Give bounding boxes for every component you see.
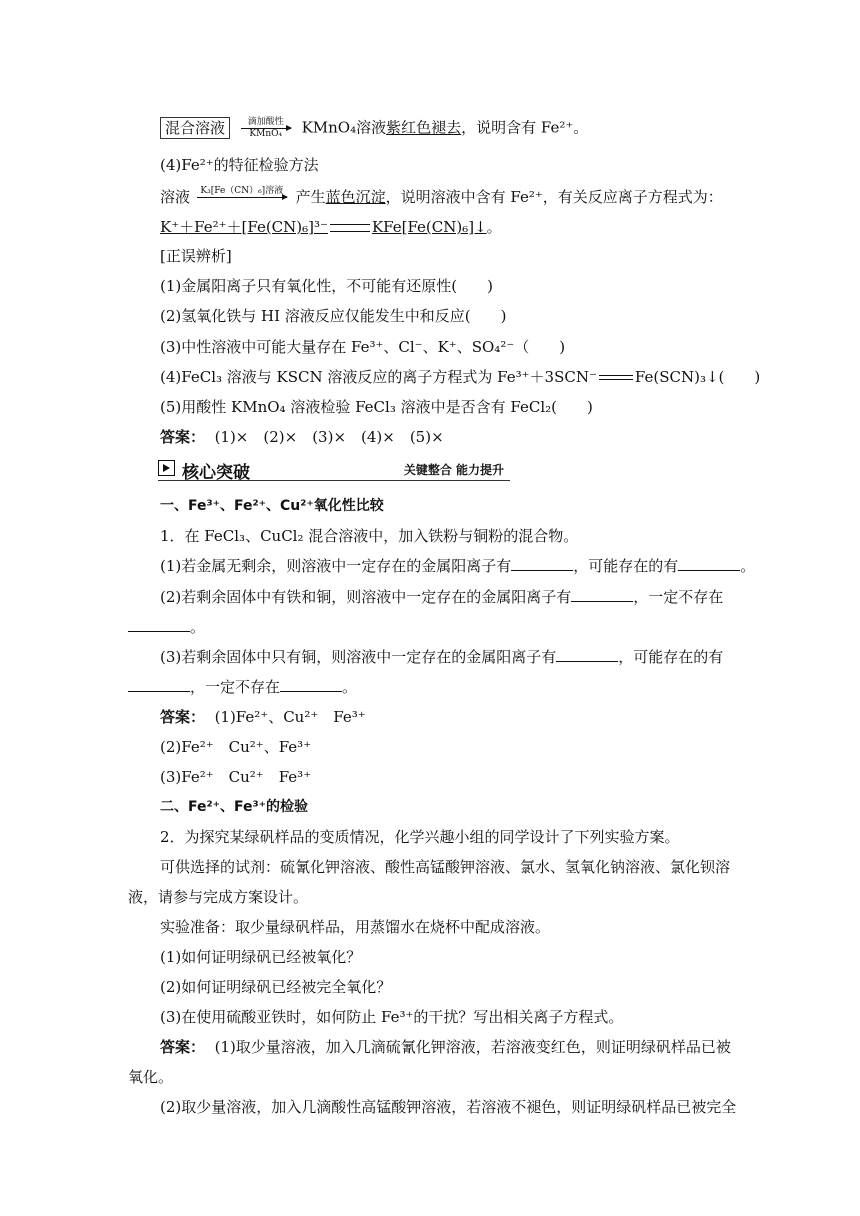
line3-tail: ，说明溶液中含有 Fe²⁺，有关反应离子方程式为： bbox=[385, 188, 723, 206]
arrow-top-label: 滴加酸性 bbox=[247, 117, 284, 127]
reagents-line: 可供选择的试剂：硫氰化钾溶液、酸性高锰酸钾溶液、氯水、氢氧化钠溶液、氯化钡溶 bbox=[160, 858, 731, 876]
judge-item-4-pre: (4)FeCl₃ 溶液与 KSCN 溶液反应的离子方程式为 Fe³⁺＋3SCN⁻ bbox=[160, 368, 597, 386]
question-1: 1．在 FeCl₃、CuCl₂ 混合溶液中，加入铁粉与铜粉的混合物。 bbox=[160, 527, 579, 545]
arrow-top-label: K₃[Fe（CN）₆]溶液 bbox=[200, 186, 284, 196]
question-1-part-2-cont bbox=[128, 617, 205, 637]
play-icon bbox=[158, 460, 175, 476]
question-1-part-1 bbox=[160, 556, 755, 576]
judge-item-4 bbox=[160, 367, 760, 387]
answer-text: (1)Fe²⁺、Cu²⁺ Fe³⁺ bbox=[214, 708, 366, 726]
equation-tail: 。 bbox=[486, 218, 502, 236]
judge-answer bbox=[160, 427, 444, 447]
question-1-part-3-cont bbox=[128, 677, 357, 697]
q1a-text3: 。 bbox=[740, 557, 756, 575]
ferricyanide-arrow bbox=[197, 186, 287, 198]
blank bbox=[678, 556, 740, 571]
mixed-solution-box: 混合溶液 bbox=[160, 117, 230, 139]
q1b-text: (2)若剩余固体中有铁和铜，则溶液中一定存在的金属阳离子有 bbox=[160, 588, 572, 606]
blank bbox=[280, 677, 342, 692]
question-2-part-1: (1)如何证明绿矾已经被氧化？ bbox=[160, 948, 362, 966]
answer-1-part-2: (2)Fe²⁺ Cu²⁺、Fe³⁺ bbox=[160, 738, 312, 756]
line3-underlined: 蓝色沉淀 bbox=[325, 188, 386, 206]
reaction-line-kmno4 bbox=[160, 117, 588, 140]
true-false-heading: [正误辨析] bbox=[160, 247, 232, 265]
reagents-line-cont: 液，请参与完成方案设计。 bbox=[128, 888, 309, 906]
answer-2 bbox=[160, 1037, 731, 1057]
answer-label: 答案： bbox=[160, 1038, 206, 1056]
blank bbox=[571, 587, 633, 602]
line1-underlined: 紫红色褪去 bbox=[386, 118, 462, 137]
q1a-text: (1)若金属无剩余，则溶液中一定存在的金属阳离子有 bbox=[160, 557, 512, 575]
equation-left: K⁺＋Fe²⁺＋[Fe(CN)₆]³⁻ bbox=[160, 218, 328, 236]
experiment-prep: 实验准备：取少量绿矾样品，用蒸馏水在烧杯中配成溶液。 bbox=[160, 918, 551, 936]
q1a-text2: ，可能存在的有 bbox=[573, 557, 679, 575]
line1-text: KMnO₄溶液 bbox=[301, 118, 387, 137]
answer-1 bbox=[160, 707, 366, 727]
answer-label: 答案： bbox=[160, 428, 206, 446]
reaction-line-ferricyanide bbox=[160, 187, 723, 207]
method-heading: (4)Fe²⁺的特征检验方法 bbox=[160, 156, 319, 174]
reversible-arrow bbox=[599, 374, 633, 382]
q1b-text2: ，一定不存在 bbox=[633, 588, 724, 606]
blank bbox=[511, 556, 573, 571]
judge-item-5: (5)用酸性 KMnO₄ 溶液检验 FeCl₃ 溶液中是否含有 FeCl₂( ) bbox=[160, 398, 593, 416]
blank bbox=[128, 617, 190, 632]
q1b-text3: 。 bbox=[190, 618, 206, 636]
blank bbox=[128, 677, 190, 692]
question-2-part-3: (3)在使用硫酸亚铁时，如何防止 Fe³⁺的干扰？写出相关离子方程式。 bbox=[160, 1008, 624, 1026]
question-2-part-2: (2)如何证明绿矾已经被完全氧化？ bbox=[160, 978, 392, 996]
q1c-text: (3)若剩余固体中只有铜，则溶液中一定存在的金属阳离子有 bbox=[160, 648, 557, 666]
equation-right: KFe[Fe(CN)₆]↓ bbox=[371, 218, 487, 236]
judge-item-1: (1)金属阳离子只有氧化性，不可能有还原性( ) bbox=[160, 277, 493, 295]
answer-text: (1)取少量溶液，加入几滴硫氰化钾溶液，若溶液变红色，则证明绿矾样品已被 bbox=[214, 1038, 731, 1056]
judge-item-4-post: Fe(SCN)₃↓( ) bbox=[634, 368, 761, 386]
ionic-equation bbox=[160, 217, 502, 237]
answer-text: (1)× (2)× (3)× (4)× (5)× bbox=[214, 428, 444, 446]
blank bbox=[556, 647, 618, 662]
q1c-text3: ，一定不存在 bbox=[190, 678, 281, 696]
answer-label: 答案： bbox=[160, 708, 206, 726]
judge-item-2: (2)氢氧化铁与 HI 溶液反应仅能发生中和反应( ) bbox=[160, 307, 507, 325]
equals-sign bbox=[330, 224, 370, 232]
q1c-text4: 。 bbox=[342, 678, 358, 696]
question-1-part-3 bbox=[160, 647, 723, 667]
arrow-bottom-label: KMnO₄ bbox=[249, 129, 283, 139]
line1-tail: ，说明含有 Fe²⁺。 bbox=[461, 118, 589, 137]
answer-1-part-3: (3)Fe²⁺ Cu²⁺ Fe³⁺ bbox=[160, 768, 312, 786]
q1c-text2: ，可能存在的有 bbox=[618, 648, 724, 666]
heading-detection: 二、Fe²⁺、Fe³⁺的检验 bbox=[160, 799, 309, 815]
question-2: 2．为探究某绿矾样品的变质情况，化学兴趣小组的同学设计了下列实验方案。 bbox=[160, 828, 680, 846]
answer-2-cont: 氧化。 bbox=[128, 1068, 174, 1086]
section-title: 核心突破 bbox=[182, 463, 250, 483]
judge-item-3: (3)中性溶液中可能大量存在 Fe³⁺、Cl⁻、K⁺、SO₄²⁻（ ) bbox=[160, 338, 566, 356]
line3-pre: 溶液 bbox=[160, 188, 191, 206]
core-breakthrough-header bbox=[158, 458, 510, 481]
question-1-part-2 bbox=[160, 587, 723, 607]
heading-oxidation: 一、Fe³⁺、Fe²⁺、Cu²⁺氧化性比较 bbox=[160, 498, 384, 514]
reagent-arrow bbox=[241, 117, 291, 140]
section-subtitle: 关键整合 能力提升 bbox=[403, 463, 504, 477]
line3-mid: 产生 bbox=[295, 188, 326, 206]
answer-2-part-2: (2)取少量溶液，加入几滴酸性高锰酸钾溶液，若溶液不褪色，则证明绿矾样品已被完全 bbox=[160, 1098, 737, 1116]
